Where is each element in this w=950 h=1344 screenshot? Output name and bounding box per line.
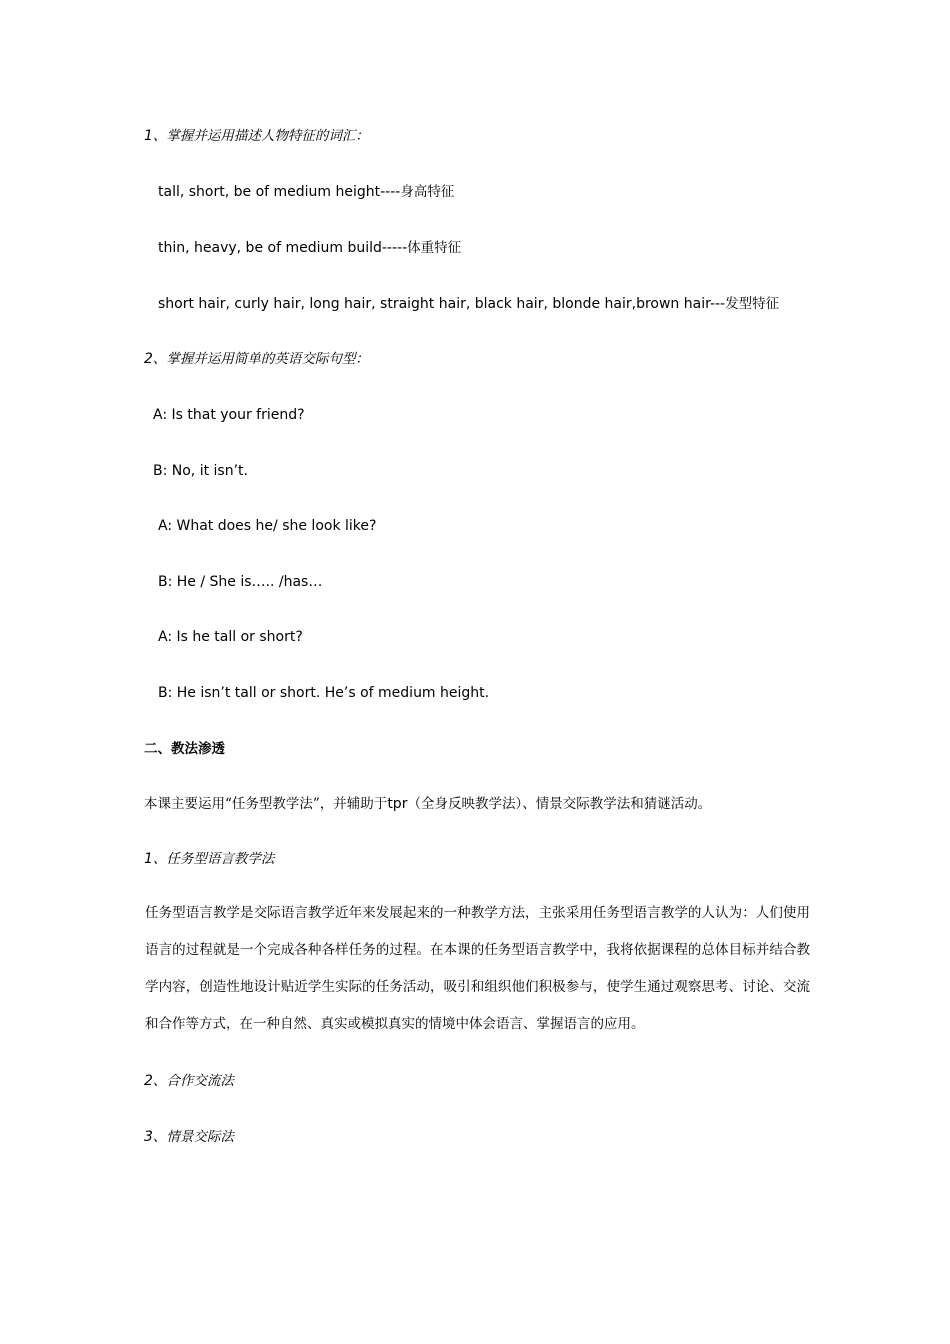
vocab-cn: 发型特征 (725, 296, 780, 312)
section1-heading (144, 126, 369, 146)
section2-heading-number: 2 (144, 351, 153, 367)
method1-heading (144, 849, 274, 869)
vocab-line-hair (158, 294, 779, 314)
method3-number: 3 (144, 1129, 153, 1145)
method2-heading (144, 1071, 234, 1091)
vocab-line-build (158, 238, 461, 258)
section1-heading-number: 1 (144, 128, 153, 144)
vocab-en: thin, heavy, be of medium build----- (158, 240, 408, 256)
method2-title: 、合作交流法 (152, 1073, 234, 1089)
method-intro-pre: 本课主要运用“任务型教学法”，并辅助于 (144, 796, 388, 812)
method-intro-post: （全身反映教学法）、情景交际教学法和猜谜活动。 (407, 796, 712, 812)
vocab-line-height (158, 182, 454, 202)
method-heading: 二、教法渗透 (144, 741, 225, 757)
dialogue-line: B: He isn’t tall or short. He’s of medium height. (158, 685, 490, 701)
dialogue-line: A: Is he tall or short? (158, 629, 303, 645)
dialogue-line: A: What does he/ she look like? (158, 518, 377, 534)
method1-paragraph: 任务型语言教学是交际语言教学近年来发展起来的一种教学方法，主张采用任务型语言教学的人认为：人们使用语言的过程就是一个完成各种各样任务的过程。在本课的任务型语言教学中，我将依据课程的总体目标并结合教学内容，创造性地设计贴近学生实际的任务活动，吸引和组织他们积极参与，使学生通过观察思考、讨论、交流和合作等方式，在一种自然、真实或模拟真实的情境中体会语言、掌握语言的应用。 (145, 905, 810, 1032)
vocab-en: tall, short, be of medium height---- (158, 184, 401, 200)
section2-heading-text: 、掌握并运用简单的英语交际句型： (152, 351, 369, 367)
method-intro-en: tpr (387, 796, 408, 812)
dialogue-line: B: He / She is….. /has… (158, 574, 323, 590)
method-intro (144, 794, 711, 814)
method1-number: 1 (144, 851, 153, 867)
vocab-en: short hair, curly hair, long hair, straight hair, black hair, blonde hair,brown hair--- (158, 296, 726, 312)
section1-heading-text: 、掌握并运用描述人物特征的词汇： (152, 128, 369, 144)
dialogue-line: A: Is that your friend? (153, 407, 305, 423)
method2-number: 2 (144, 1073, 153, 1089)
section2-heading (144, 349, 369, 369)
vocab-cn: 体重特征 (407, 240, 462, 256)
vocab-cn: 身高特征 (400, 184, 455, 200)
dialogue-line: B: No, it isn’t. (153, 463, 248, 479)
method3-title: 、情景交际法 (152, 1129, 234, 1145)
method3-heading (144, 1127, 234, 1147)
method1-title: 、任务型语言教学法 (152, 851, 275, 867)
